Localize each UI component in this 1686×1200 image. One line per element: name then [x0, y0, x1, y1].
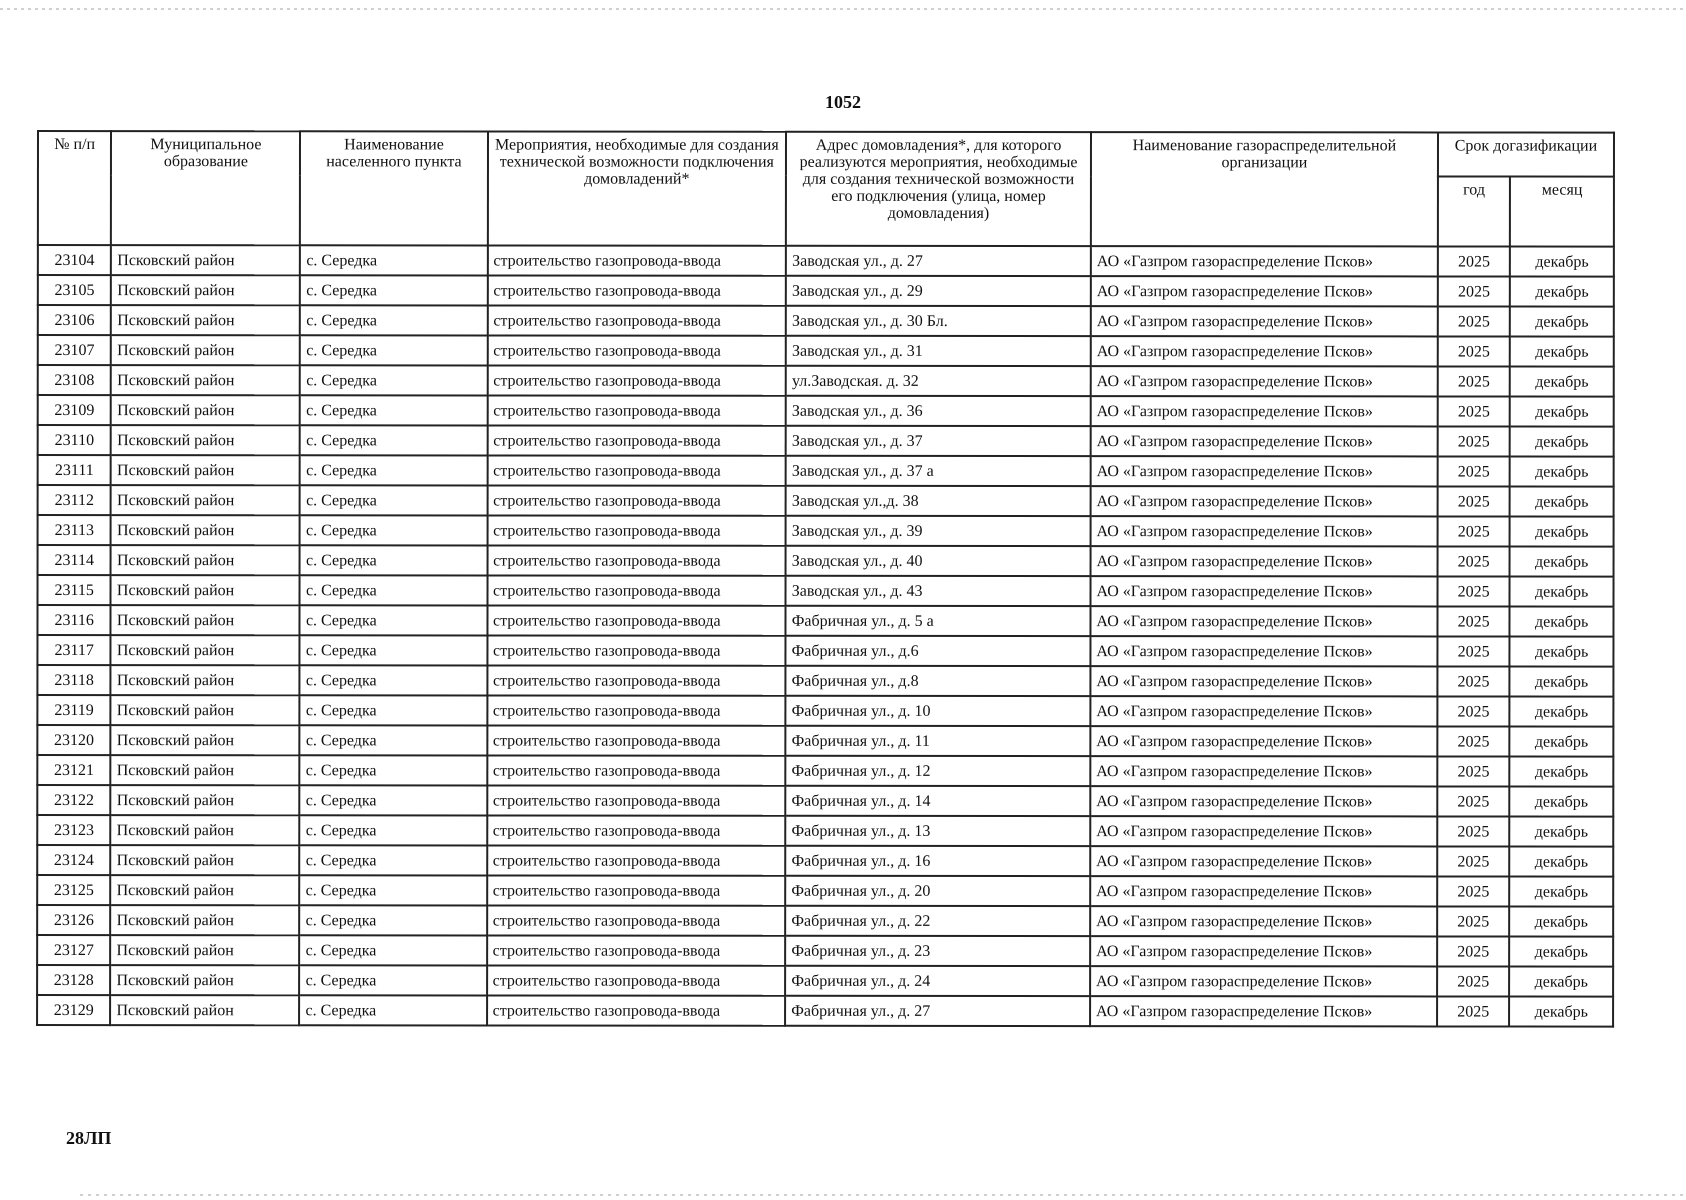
row-address: Заводская ул., д. 30 Бл.	[786, 306, 1091, 336]
table-row	[38, 575, 1614, 607]
table-row	[37, 665, 1613, 697]
row-organization: АО «Газпром газораспределение Псков»	[1090, 966, 1437, 996]
row-settlement: с. Середка	[300, 785, 487, 815]
row-organization: АО «Газпром газораспределение Псков»	[1090, 846, 1437, 876]
row-month: декабрь	[1510, 577, 1614, 607]
row-municipality: Псковский район	[111, 635, 300, 665]
row-month: декабрь	[1509, 997, 1613, 1027]
row-month: декабрь	[1510, 607, 1614, 637]
row-municipality: Псковский район	[111, 275, 300, 305]
header-settlement: Наименование населенного пункта	[300, 131, 487, 245]
row-measure: строительство газопровода-ввода	[487, 965, 786, 995]
row-address: ул.Заводская. д. 32	[786, 366, 1091, 396]
row-measure: строительство газопровода-ввода	[487, 365, 786, 395]
row-month: декабрь	[1510, 457, 1614, 487]
table-row	[37, 875, 1613, 907]
table-row	[38, 275, 1614, 307]
row-address: Заводская ул., д. 40	[786, 546, 1091, 576]
row-settlement: с. Середка	[300, 905, 487, 935]
row-number: 23123	[37, 815, 110, 845]
row-settlement: с. Середка	[300, 425, 487, 455]
header-organization: Наименование газораспределительной организации	[1091, 132, 1438, 246]
row-municipality: Псковский район	[111, 785, 300, 815]
row-organization: АО «Газпром газораспределение Псков»	[1091, 396, 1438, 426]
table-row	[37, 965, 1613, 997]
row-number: 23114	[38, 545, 111, 575]
row-year: 2025	[1438, 456, 1510, 486]
table-row	[37, 605, 1613, 637]
row-organization: АО «Газпром газораспределение Псков»	[1091, 426, 1438, 456]
row-measure: строительство газопровода-ввода	[487, 395, 786, 425]
row-measure: строительство газопровода-ввода	[487, 305, 786, 335]
row-organization: АО «Газпром газораспределение Псков»	[1090, 546, 1437, 576]
table-row	[38, 455, 1614, 487]
row-measure: строительство газопровода-ввода	[487, 605, 786, 635]
row-municipality: Псковский район	[111, 245, 300, 275]
row-measure: строительство газопровода-ввода	[487, 485, 786, 515]
row-month: декабрь	[1509, 967, 1613, 997]
row-measure: строительство газопровода-ввода	[487, 635, 786, 665]
table-row	[37, 815, 1613, 847]
row-address: Заводская ул., д. 43	[786, 576, 1091, 606]
row-measure: строительство газопровода-ввода	[487, 425, 786, 455]
row-municipality: Псковский район	[111, 455, 300, 485]
row-year: 2025	[1437, 666, 1509, 696]
table-row	[37, 995, 1613, 1027]
row-number: 23128	[37, 965, 110, 995]
row-settlement: с. Середка	[300, 245, 487, 275]
row-organization: АО «Газпром газораспределение Псков»	[1090, 666, 1437, 696]
row-year: 2025	[1438, 276, 1510, 306]
row-measure: строительство газопровода-ввода	[487, 875, 786, 905]
row-year: 2025	[1438, 396, 1510, 426]
table-row	[38, 245, 1614, 277]
row-settlement: с. Середка	[300, 635, 487, 665]
row-month: декабрь	[1510, 697, 1614, 727]
row-number: 23104	[38, 245, 111, 275]
row-year: 2025	[1437, 546, 1509, 576]
row-month: декабрь	[1510, 787, 1614, 817]
row-address: Заводская ул., д. 37	[786, 426, 1091, 456]
row-measure: строительство газопровода-ввода	[487, 275, 786, 305]
row-municipality: Псковский район	[111, 875, 300, 905]
row-measure: строительство газопровода-ввода	[487, 815, 786, 845]
row-address: Фабричная ул., д. 13	[785, 816, 1090, 846]
row-month: декабрь	[1510, 367, 1614, 397]
row-month: декабрь	[1510, 397, 1614, 427]
row-settlement: с. Середка	[300, 665, 487, 695]
table-row	[38, 545, 1614, 577]
row-number: 23113	[38, 515, 111, 545]
row-organization: АО «Газпром газораспределение Псков»	[1091, 456, 1438, 486]
row-organization: АО «Газпром газораспределение Псков»	[1091, 366, 1438, 396]
row-settlement: с. Середка	[300, 365, 487, 395]
row-address: Фабричная ул., д. 16	[785, 846, 1090, 876]
row-year: 2025	[1437, 906, 1509, 936]
row-settlement: с. Середка	[300, 845, 487, 875]
row-month: декабрь	[1510, 517, 1614, 547]
page-number: 1052	[825, 92, 861, 112]
row-number: 23116	[37, 605, 110, 635]
row-number: 23109	[38, 395, 111, 425]
row-measure: строительство газопровода-ввода	[487, 515, 786, 545]
table-row	[37, 905, 1613, 937]
row-measure: строительство газопровода-ввода	[487, 785, 786, 815]
row-measure: строительство газопровода-ввода	[487, 995, 786, 1025]
header-municipality: Муниципальное образование	[111, 131, 300, 245]
row-month: декабрь	[1510, 247, 1614, 277]
row-year: 2025	[1438, 366, 1510, 396]
row-organization: АО «Газпром газораспределение Псков»	[1091, 486, 1438, 516]
row-year: 2025	[1437, 966, 1509, 996]
row-year: 2025	[1438, 336, 1510, 366]
table-row	[38, 305, 1614, 337]
row-number: 23110	[38, 425, 111, 455]
row-address: Фабричная ул., д. 22	[785, 906, 1090, 936]
row-municipality: Псковский район	[111, 425, 300, 455]
table-row	[38, 485, 1614, 517]
row-measure: строительство газопровода-ввода	[487, 455, 786, 485]
row-municipality: Псковский район	[111, 755, 300, 785]
row-month: декабрь	[1510, 337, 1614, 367]
row-year: 2025	[1437, 936, 1509, 966]
row-address: Фабричная ул., д. 10	[786, 696, 1091, 726]
row-month: декабрь	[1509, 937, 1613, 967]
row-settlement: с. Середка	[300, 305, 487, 335]
row-address: Заводская ул., д. 37 а	[786, 456, 1091, 486]
row-municipality: Псковский район	[111, 545, 300, 575]
row-year: 2025	[1437, 606, 1509, 636]
table-row	[37, 755, 1613, 787]
row-settlement: с. Середка	[300, 455, 487, 485]
table-row	[37, 785, 1613, 817]
row-year: 2025	[1437, 576, 1509, 606]
row-year: 2025	[1437, 516, 1509, 546]
row-address: Фабричная ул., д. 23	[785, 936, 1090, 966]
row-number: 23112	[38, 485, 111, 515]
row-organization: АО «Газпром газораспределение Псков»	[1090, 996, 1437, 1026]
row-month: декабрь	[1510, 847, 1614, 877]
row-year: 2025	[1437, 816, 1509, 846]
row-organization: АО «Газпром газораспределение Псков»	[1091, 516, 1438, 546]
row-number: 23126	[37, 905, 110, 935]
row-measure: строительство газопровода-ввода	[487, 725, 786, 755]
row-municipality: Псковский район	[111, 845, 300, 875]
row-year: 2025	[1437, 756, 1509, 786]
row-organization: АО «Газпром газораспределение Псков»	[1090, 606, 1437, 636]
row-year: 2025	[1437, 696, 1509, 726]
table-wrapper	[36, 130, 1615, 1028]
row-number: 23121	[37, 755, 110, 785]
row-number: 23118	[37, 665, 110, 695]
row-measure: строительство газопровода-ввода	[487, 245, 786, 275]
row-organization: АО «Газпром газораспределение Псков»	[1090, 636, 1437, 666]
row-year: 2025	[1438, 306, 1510, 336]
row-number: 23115	[38, 575, 111, 605]
row-number: 23122	[37, 785, 110, 815]
row-month: декабрь	[1510, 637, 1614, 667]
row-settlement: с. Середка	[300, 965, 487, 995]
row-organization: АО «Газпром газораспределение Псков»	[1091, 246, 1438, 276]
scan-edge-bottom	[80, 1194, 1686, 1196]
row-settlement: с. Середка	[300, 875, 487, 905]
row-settlement: с. Середка	[300, 815, 487, 845]
row-municipality: Псковский район	[111, 815, 300, 845]
row-address: Фабричная ул., д. 24	[785, 966, 1090, 996]
row-settlement: с. Середка	[300, 755, 487, 785]
row-address: Фабричная ул., д. 5 а	[786, 606, 1091, 636]
row-organization: АО «Газпром газораспределение Псков»	[1091, 276, 1438, 306]
row-month: декабрь	[1510, 307, 1614, 337]
row-month: декабрь	[1510, 877, 1614, 907]
row-organization: АО «Газпром газораспределение Псков»	[1091, 336, 1438, 366]
row-number: 23117	[37, 635, 110, 665]
row-measure: строительство газопровода-ввода	[487, 845, 786, 875]
row-organization: АО «Газпром газораспределение Псков»	[1090, 756, 1437, 786]
header-term: Срок догазификации	[1438, 132, 1614, 176]
row-municipality: Псковский район	[111, 305, 300, 335]
row-measure: строительство газопровода-ввода	[487, 665, 786, 695]
row-measure: строительство газопровода-ввода	[487, 905, 786, 935]
row-address: Фабричная ул., д.8	[786, 666, 1091, 696]
row-month: декабрь	[1510, 277, 1614, 307]
table-header	[38, 131, 1614, 247]
row-organization: АО «Газпром газораспределение Псков»	[1090, 576, 1437, 606]
row-address: Заводская ул., д. 27	[786, 246, 1091, 276]
row-organization: АО «Газпром газораспределение Псков»	[1090, 696, 1437, 726]
row-year: 2025	[1437, 996, 1509, 1026]
row-municipality: Псковский район	[111, 575, 300, 605]
table-row	[37, 725, 1613, 757]
row-settlement: с. Середка	[300, 725, 487, 755]
row-municipality: Псковский район	[111, 335, 300, 365]
row-settlement: с. Середка	[300, 545, 487, 575]
row-address: Фабричная ул., д. 12	[786, 756, 1091, 786]
header-month: месяц	[1510, 177, 1614, 247]
row-address: Фабричная ул., д. 20	[785, 876, 1090, 906]
row-municipality: Псковский район	[111, 905, 300, 935]
row-year: 2025	[1438, 426, 1510, 456]
table-row	[38, 395, 1614, 427]
row-number: 23127	[37, 935, 110, 965]
row-address: Заводская ул., д. 39	[786, 516, 1091, 546]
table-row	[37, 695, 1613, 727]
row-month: декабрь	[1510, 757, 1614, 787]
row-number: 23108	[38, 365, 111, 395]
row-organization: АО «Газпром газораспределение Псков»	[1090, 936, 1437, 966]
row-number: 23119	[37, 695, 110, 725]
row-municipality: Псковский район	[111, 935, 300, 965]
row-municipality: Псковский район	[111, 485, 300, 515]
row-month: декабрь	[1510, 427, 1614, 457]
row-municipality: Псковский район	[111, 965, 300, 995]
row-settlement: с. Середка	[300, 515, 487, 545]
table-row	[38, 425, 1614, 457]
row-year: 2025	[1437, 846, 1509, 876]
header-num: № п/п	[38, 131, 112, 245]
row-organization: АО «Газпром газораспределение Псков»	[1090, 816, 1437, 846]
row-year: 2025	[1437, 876, 1509, 906]
row-municipality: Псковский район	[111, 515, 300, 545]
row-municipality: Псковский район	[111, 695, 300, 725]
row-settlement: с. Середка	[300, 605, 487, 635]
row-municipality: Псковский район	[110, 995, 299, 1025]
row-number: 23124	[37, 845, 110, 875]
row-settlement: с. Середка	[300, 935, 487, 965]
row-settlement: с. Середка	[300, 275, 487, 305]
row-year: 2025	[1437, 726, 1509, 756]
row-address: Фабричная ул., д. 11	[786, 726, 1091, 756]
row-measure: строительство газопровода-ввода	[487, 335, 786, 365]
row-measure: строительство газопровода-ввода	[487, 575, 786, 605]
row-organization: АО «Газпром газораспределение Псков»	[1091, 306, 1438, 336]
row-organization: АО «Газпром газораспределение Псков»	[1090, 786, 1437, 816]
row-address: Заводская ул., д. 29	[786, 276, 1091, 306]
gasification-table	[36, 130, 1615, 1028]
footer-code: 28ЛП	[66, 1128, 112, 1148]
row-address: Заводская ул., д. 31	[786, 336, 1091, 366]
header-year: год	[1438, 176, 1510, 246]
row-address: Фабричная ул., д. 27	[785, 996, 1090, 1026]
table-row	[37, 935, 1613, 967]
row-measure: строительство газопровода-ввода	[487, 545, 786, 575]
row-year: 2025	[1438, 486, 1510, 516]
row-number: 23106	[38, 305, 111, 335]
row-number: 23105	[38, 275, 111, 305]
row-settlement: с. Середка	[300, 485, 487, 515]
header-measures: Мероприятия, необходимые для создания технической возможности подключения домовладений*	[487, 131, 786, 245]
row-municipality: Псковский район	[111, 395, 300, 425]
row-municipality: Псковский район	[111, 605, 300, 635]
row-measure: строительство газопровода-ввода	[487, 935, 786, 965]
row-year: 2025	[1437, 636, 1509, 666]
row-address: Фабричная ул., д. 14	[786, 786, 1091, 816]
row-address: Фабричная ул., д.6	[786, 636, 1091, 666]
header-address: Адрес домовладения*, для которого реализуются мероприятия, необходимые для создания технической возможности его подключения (улица, номер домовладения)	[786, 132, 1091, 246]
scan-edge-top	[0, 8, 1686, 10]
row-settlement: с. Середка	[300, 695, 487, 725]
row-number: 23129	[37, 995, 110, 1025]
row-address: Заводская ул.,д. 38	[786, 486, 1091, 516]
row-month: декабрь	[1510, 727, 1614, 757]
row-settlement: с. Середка	[300, 335, 487, 365]
row-year: 2025	[1438, 246, 1510, 276]
row-settlement: с. Середка	[300, 395, 487, 425]
table-row	[38, 365, 1614, 397]
row-number: 23107	[38, 335, 111, 365]
row-month: декабрь	[1510, 487, 1614, 517]
row-municipality: Псковский район	[111, 365, 300, 395]
table-row	[38, 515, 1614, 547]
row-organization: АО «Газпром газораспределение Псков»	[1090, 876, 1437, 906]
table-row	[37, 635, 1613, 667]
row-year: 2025	[1437, 786, 1509, 816]
row-month: декабрь	[1510, 817, 1614, 847]
row-municipality: Псковский район	[111, 725, 300, 755]
row-month: декабрь	[1510, 667, 1614, 697]
row-municipality: Псковский район	[111, 665, 300, 695]
row-organization: АО «Газпром газораспределение Псков»	[1090, 906, 1437, 936]
table-body	[37, 245, 1614, 1027]
table-row	[38, 335, 1614, 367]
table-row	[37, 845, 1613, 877]
row-number: 23120	[37, 725, 110, 755]
row-organization: АО «Газпром газораспределение Псков»	[1090, 726, 1437, 756]
row-settlement: с. Середка	[300, 995, 487, 1025]
row-month: декабрь	[1509, 907, 1613, 937]
row-measure: строительство газопровода-ввода	[487, 695, 786, 725]
row-number: 23125	[37, 875, 110, 905]
row-measure: строительство газопровода-ввода	[487, 755, 786, 785]
row-number: 23111	[38, 455, 111, 485]
row-settlement: с. Середка	[300, 575, 487, 605]
row-month: декабрь	[1510, 547, 1614, 577]
row-address: Заводская ул., д. 36	[786, 396, 1091, 426]
